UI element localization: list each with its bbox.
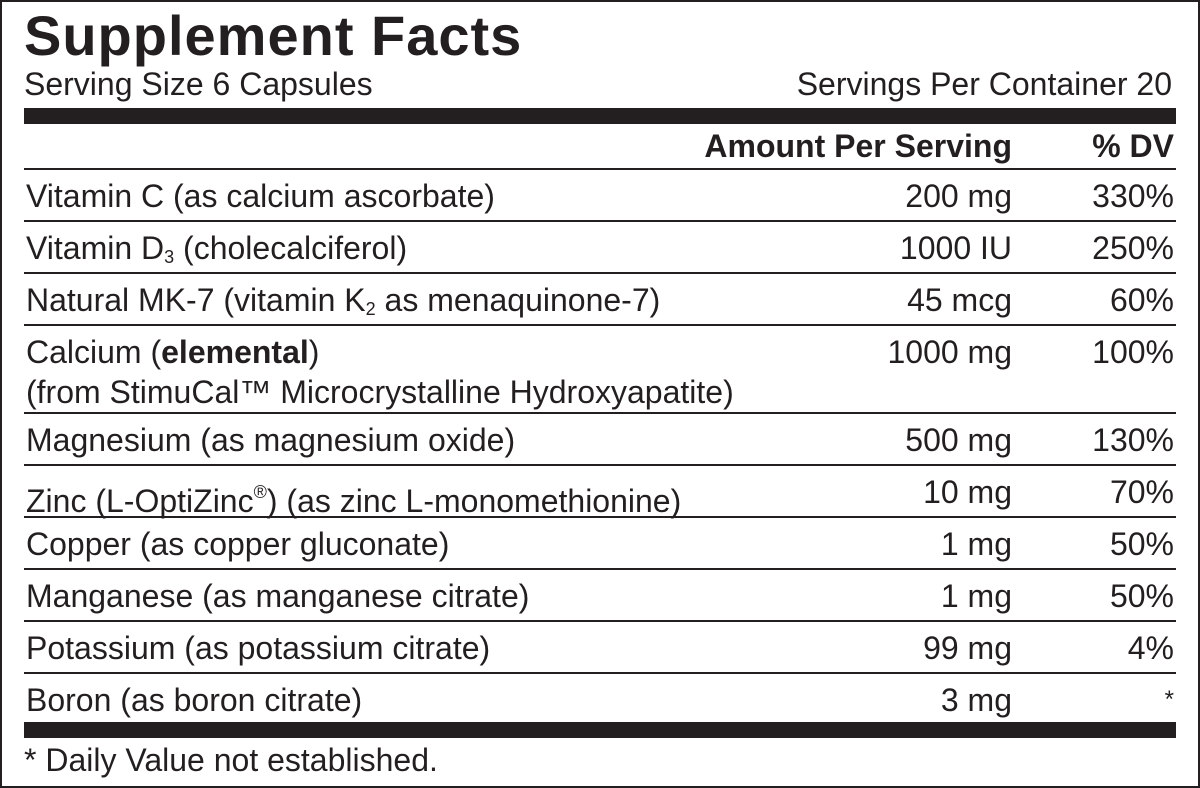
top-divider-bar (24, 108, 1176, 124)
nutrient-name (26, 332, 734, 412)
table-row (24, 622, 1176, 674)
table-row (24, 414, 1176, 466)
nutrient-amount: 45 mcg (907, 282, 1012, 318)
table-row (24, 170, 1176, 222)
nutrient-name-text: Vitamin C (as calcium ascorbate) (26, 178, 495, 214)
nutrient-amount: 99 mg (923, 630, 1012, 666)
table-header (24, 124, 1176, 170)
panel-title: Supplement Facts (24, 4, 523, 67)
nutrient-name (26, 420, 515, 460)
nutrient-table (24, 170, 1176, 726)
nutrient-name (26, 576, 529, 616)
nutrient-daily-value: 330% (1092, 178, 1174, 214)
nutrient-daily-value: * (1164, 686, 1174, 713)
daily-value-header: % DV (1092, 128, 1174, 164)
nutrient-daily-value: 250% (1092, 230, 1174, 266)
nutrient-name-text: Vitamin D (26, 230, 165, 266)
nutrient-name-text: ) (308, 334, 320, 370)
nutrient-name (26, 280, 660, 329)
nutrient-amount: 1000 mg (887, 334, 1012, 370)
nutrient-subscript: 2 (365, 299, 376, 319)
nutrient-daily-value: 70% (1109, 474, 1174, 510)
nutrient-name-text: as menaquinone-7) (375, 282, 661, 318)
nutrient-daily-value: 50% (1109, 578, 1174, 614)
nutrient-amount: 1000 IU (899, 230, 1012, 266)
nutrient-name (26, 628, 490, 668)
nutrient-name-text: Calcium ( (26, 334, 162, 370)
table-row (24, 674, 1176, 726)
nutrient-amount: 3 mg (940, 682, 1012, 718)
nutrient-name-text: (cholecalciferol) (174, 230, 408, 266)
nutrient-source: (from StimuCal™ Microcrystalline Hydroxyapatite) (26, 374, 734, 410)
nutrient-daily-value: 60% (1109, 282, 1174, 318)
nutrient-name-text: Boron (as boron citrate) (26, 682, 363, 718)
table-row (24, 274, 1176, 326)
nutrient-daily-value: 100% (1092, 334, 1174, 370)
nutrient-amount: 1 mg (940, 578, 1012, 614)
nutrient-name-text: Natural MK-7 (vitamin K (26, 282, 366, 318)
nutrient-daily-value: 130% (1092, 422, 1174, 458)
nutrient-name (26, 228, 407, 277)
nutrient-superscript: ® (253, 482, 267, 502)
nutrient-name-text: ) (as zinc L-monomethionine) (266, 483, 682, 519)
nutrient-name-text: Magnesium (as magnesium oxide) (26, 422, 516, 458)
nutrient-subscript: 3 (164, 247, 175, 267)
amount-per-serving-header: Amount Per Serving (704, 128, 1012, 164)
nutrient-name (26, 472, 681, 521)
nutrient-amount: 200 mg (905, 178, 1012, 214)
nutrient-name-text: Manganese (as manganese citrate) (26, 578, 530, 614)
nutrient-name-text: Potassium (as potassium citrate) (26, 630, 491, 666)
table-row (24, 518, 1176, 570)
nutrient-daily-value: 50% (1109, 526, 1174, 562)
footnote: * Daily Value not established. (24, 742, 438, 778)
nutrient-amount: 500 mg (905, 422, 1012, 458)
nutrient-amount: 10 mg (923, 474, 1012, 510)
nutrient-name (26, 680, 362, 720)
nutrient-amount: 1 mg (940, 526, 1012, 562)
nutrient-name-text: Copper (as copper gluconate) (26, 526, 450, 562)
table-row (24, 570, 1176, 622)
nutrient-name (26, 524, 449, 564)
table-row (24, 326, 1176, 414)
servings-per-container: Servings Per Container 20 (796, 66, 1172, 102)
serving-size: Serving Size 6 Capsules (24, 66, 373, 102)
table-row (24, 222, 1176, 274)
table-row (24, 466, 1176, 518)
bottom-divider-bar (24, 722, 1176, 738)
nutrient-name-text: Zinc (L-OptiZinc (26, 483, 254, 519)
nutrient-daily-value: 4% (1127, 630, 1174, 666)
nutrient-name-bold: elemental (161, 334, 309, 370)
nutrient-name (26, 176, 495, 216)
